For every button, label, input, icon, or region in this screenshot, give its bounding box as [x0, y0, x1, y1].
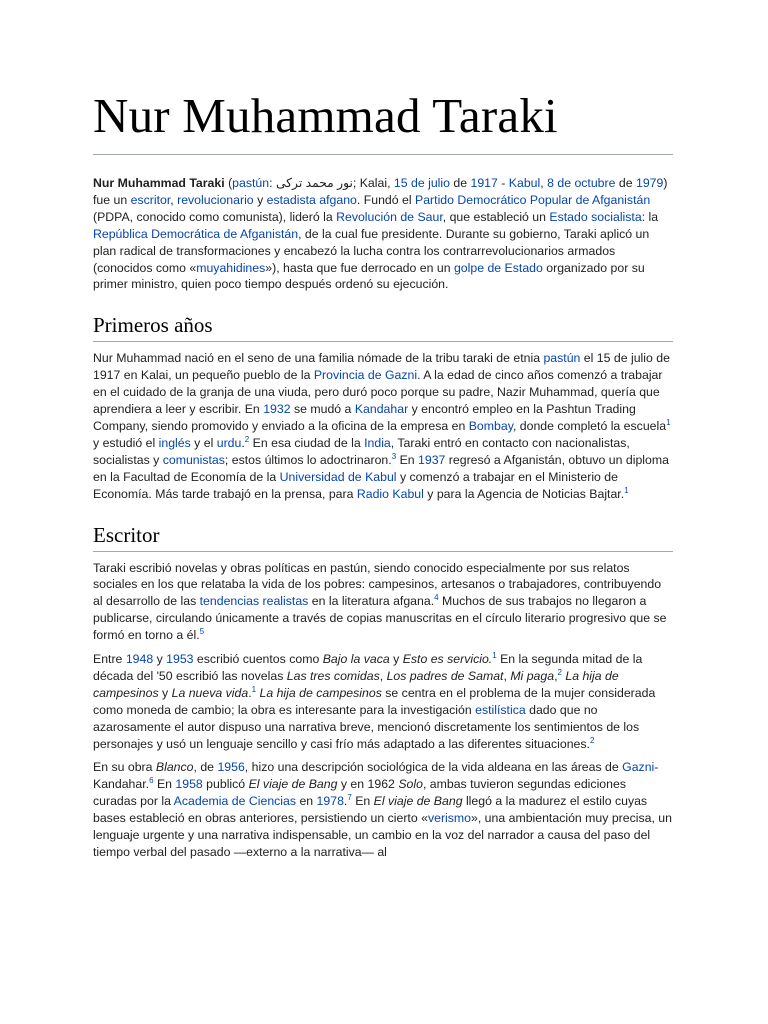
work-title: Blanco	[155, 760, 194, 775]
text: .	[248, 685, 252, 700]
page-title: Nur Muhammad Taraki	[93, 0, 673, 155]
text: En la segunda mitad de la década del '50 escribió las novelas	[93, 652, 643, 683]
text: y en 1962	[337, 777, 399, 792]
text: En esa ciudad de la	[249, 435, 365, 450]
text: y encontró empleo en la Pashtun Trading Company, siendo promovido y enviado a la oficina de la empresa en	[93, 402, 636, 433]
text: .	[343, 794, 348, 809]
text: , donde completó la escuela	[512, 418, 667, 433]
link-kandahar[interactable]: Kandahar	[354, 402, 409, 417]
paragraph-escritor-2	[93, 651, 673, 752]
link-1958[interactable]: 1958	[175, 777, 203, 792]
subject-name: Nur Muhammad Taraki	[93, 176, 225, 190]
lead-paragraph	[93, 175, 673, 293]
text: regresó a Afganistán, obtuvo un diploma en la Facultad de Economía de la	[93, 452, 669, 484]
link-universidad-kabul[interactable]: Universidad de Kabul	[279, 469, 397, 484]
link-1978[interactable]: 1978	[316, 794, 344, 809]
text: Entre	[93, 652, 126, 667]
text: ,	[540, 176, 548, 190]
link-kabul[interactable]: Kabul	[508, 176, 541, 190]
citation[interactable]: 1	[624, 485, 629, 495]
text: y	[389, 652, 403, 667]
pashto-name: نور محمد ترکی	[275, 176, 353, 190]
text: escribió cuentos como	[193, 652, 323, 667]
text: y	[158, 685, 172, 700]
link-urdu[interactable]: urdu	[216, 435, 242, 450]
link-radio-kabul[interactable]: Radio Kabul	[356, 486, 424, 501]
link-pdpa[interactable]: Partido Democrático Popular de Afganistán	[415, 192, 651, 207]
work-title: Las tres comidas	[286, 668, 380, 683]
link-rda[interactable]: República Democrática de Afganistán	[93, 226, 299, 241]
citation[interactable]: 2	[589, 735, 595, 745]
text: organizado por su primer ministro, quien poco tiempo después ordenó su ejecución.	[93, 260, 645, 292]
text: », una ambientación muy precisa, un lenguaje urgente y una narrativa indispensable, un cambio en la voz del narrador a causa del paso del tiempo verbal del pasado —externo a la narrativa— al	[93, 811, 672, 859]
text: dado que no azarosamente el autor dispuso una narrativa breve, mencionó discretamente los sentimientos de los personajes y usó un lenguaje sencillo y casi frío más adaptado a las diferentes situaciones.	[93, 702, 640, 751]
text: ,	[554, 668, 558, 683]
work-title: La hija de campesinos	[259, 685, 382, 700]
link-comunistas[interactable]: comunistas	[162, 452, 225, 467]
text: »), hasta que fue derrocado en un	[265, 260, 454, 275]
text: -	[497, 176, 509, 190]
link-1917[interactable]: 1917	[470, 176, 498, 190]
text: ) fue un	[93, 176, 668, 207]
text: se centra en el problema de la mujer considerada como moneda de cambio; la obra es interesante para la investigación	[93, 685, 656, 717]
link-academia-ciencias[interactable]: Academia de Ciencias	[173, 794, 297, 809]
text: se mudó a	[290, 402, 355, 417]
text: , que estableció un	[442, 209, 550, 224]
work-title: Esto es servicio.	[402, 652, 493, 667]
link-muyahidines[interactable]: muyahidines	[196, 260, 266, 275]
work-title: El viaje de Bang	[248, 777, 338, 792]
text: :	[269, 176, 276, 190]
text: . Fundó el	[356, 192, 416, 207]
section-heading-escritor: Escritor	[93, 521, 673, 552]
text: Taraki escribió novelas y obras políticas en pastún, siendo conocido especialmente por sus relatos sociales en los que relataba la vida de los pobres: campesinos, artesanos o trabajadores, contribuyendo al desarrollo de las	[93, 560, 662, 609]
link-bombay[interactable]: Bombay	[468, 418, 513, 433]
article-content	[93, 0, 673, 868]
text: ,	[503, 668, 511, 683]
citation[interactable]: 5	[199, 627, 205, 637]
paragraph-escritor-3	[93, 759, 673, 860]
text: (PDPA, conocido como comunista), lideró la	[93, 209, 337, 224]
work-title: Solo	[398, 777, 423, 792]
work-title: Mi paga	[510, 668, 555, 683]
text: publicó	[202, 777, 249, 792]
link-pastun[interactable]: pastún	[543, 351, 581, 366]
link-1948[interactable]: 1948	[125, 652, 154, 667]
paragraph-primeros	[93, 350, 673, 502]
link-ingles[interactable]: inglés	[158, 435, 191, 450]
link-gazni[interactable]: Gazni	[622, 760, 655, 775]
text: En	[396, 452, 419, 467]
text: en la literatura afgana.	[308, 594, 435, 609]
text: y estudió el	[93, 435, 159, 450]
link-estilistica[interactable]: estilística	[475, 702, 526, 717]
text: ; estos últimos lo adoctrinaron.	[224, 452, 392, 467]
link-golpe-estado[interactable]: golpe de Estado	[453, 260, 543, 275]
link-1956[interactable]: 1956	[217, 760, 245, 775]
citation[interactable]: 7	[347, 793, 352, 803]
citation[interactable]: 2	[557, 667, 562, 677]
link-1932[interactable]: 1932	[263, 402, 291, 417]
link-1937[interactable]: 1937	[418, 452, 446, 467]
link-estado-socialista[interactable]: Estado socialista	[549, 209, 642, 224]
link-escritor[interactable]: escritor	[130, 192, 171, 207]
text: (	[224, 176, 233, 190]
citation[interactable]: 2	[244, 434, 250, 444]
text: En	[351, 794, 374, 809]
text: , de	[193, 760, 218, 775]
work-title: Bajo la vaca	[322, 652, 390, 667]
text: de	[449, 176, 471, 190]
section-heading-primeros: Primeros años	[93, 311, 673, 342]
text: , de la cual fue presidente. Durante su gobierno, Taraki aplicó un plan radical de transformaciones y encabezó la lucha contra los contrarrevolucionarios armados (conocidos como «	[93, 226, 650, 275]
link-india[interactable]: India	[364, 435, 391, 450]
text: .	[241, 435, 245, 450]
text: Nur Muhammad nació en el seno de una familia nómade de la tribu taraki de etnia	[93, 351, 544, 366]
text: el 15 de julio de 1917 en Kalai, un pequeño pueblo de la	[93, 351, 670, 383]
text: ,	[170, 192, 178, 207]
link-verismo[interactable]: verismo	[427, 811, 471, 826]
text: . A la edad de cinco años comenzó a trabajar en el cuidado de la granja de una viuda, pero duró poco porque su padre, Nazir Muhammad, quería que aprendiera a leer y escribir. En	[93, 368, 663, 417]
link-provincia-gazni[interactable]: Provincia de Gazni	[313, 368, 418, 383]
text: -Kandahar.	[93, 760, 659, 792]
text: en	[296, 794, 317, 809]
paragraph-escritor-1	[93, 560, 673, 645]
work-title: La nueva vida	[171, 685, 249, 700]
text: ,	[379, 668, 387, 683]
text: y el	[190, 435, 217, 450]
citation[interactable]: 6	[149, 776, 154, 786]
link-1953[interactable]: 1953	[166, 652, 194, 667]
text: , ambas tuvieron segundas ediciones curadas por la	[93, 777, 626, 809]
work-title: El viaje de Bang	[373, 794, 463, 809]
link-afgano[interactable]: afgano	[319, 192, 357, 207]
work-title: Los padres de Samat	[386, 668, 504, 683]
citation[interactable]: 1	[492, 650, 497, 660]
text: y	[253, 192, 267, 207]
link-1979[interactable]: 1979	[635, 176, 664, 190]
text: y comenzó a trabajar en el Ministerio de Economía. Más tarde trabajó en la prensa, para	[93, 469, 618, 501]
text: y para la Agencia de Noticias Bajtar.	[423, 486, 625, 501]
citation[interactable]: 1	[666, 417, 671, 427]
work-title: La hija de campesinos	[93, 668, 619, 700]
text: de	[615, 176, 636, 190]
link-tendencias-realistas[interactable]: tendencias realistas	[199, 594, 309, 609]
text: En su obra	[93, 760, 156, 775]
text: y	[153, 652, 167, 667]
citation[interactable]: 4	[434, 593, 439, 603]
link-15-julio[interactable]: 15 de julio	[393, 176, 450, 190]
text: En	[153, 777, 176, 792]
text: , hizo una descripción sociológica de la vida aldeana en las áreas de	[244, 760, 623, 775]
link-pastun[interactable]: pastún	[232, 176, 270, 190]
citation[interactable]: 1	[251, 684, 257, 694]
link-8-octubre[interactable]: 8 de octubre	[547, 176, 616, 190]
link-estadista[interactable]: estadista	[266, 192, 316, 207]
text: Muchos de sus trabajos no llegaron a publicarse, circulando únicamente a través de copias manuscritas en el círculo literario progresivo que se formó en torno a él.	[93, 594, 667, 643]
text: , Taraki entró en contacto con nacionalistas, socialistas y	[93, 435, 630, 467]
link-revolucion-saur[interactable]: Revolución de Saur	[336, 209, 443, 224]
text: llegó a la madurez el estilo cuyas bases estableció en obras anteriores, persistiendo un cierto «	[93, 794, 648, 826]
text: ; Kalai,	[352, 176, 394, 190]
text: : la	[641, 209, 659, 224]
citation[interactable]: 3	[391, 451, 397, 461]
link-revolucionario[interactable]: revolucionario	[177, 192, 254, 207]
